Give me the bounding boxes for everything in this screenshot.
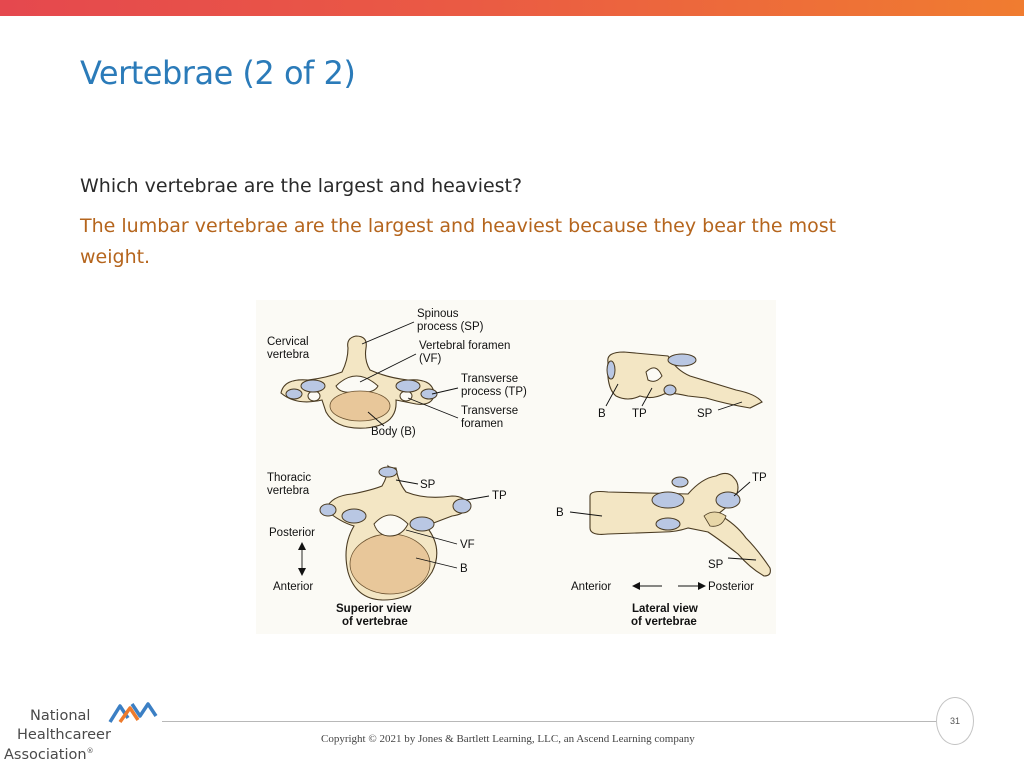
tp-label-line2: process (TP) bbox=[461, 386, 527, 398]
thoracic-label-line1: Thoracic bbox=[267, 472, 312, 484]
lateral2-posterior-label: Posterior bbox=[708, 581, 755, 593]
vf-label-line1: Vertebral foramen bbox=[419, 340, 511, 352]
lateral-b-label: B bbox=[598, 408, 606, 420]
page-number-text: 31 bbox=[949, 716, 960, 726]
logo-line1: National bbox=[30, 708, 91, 724]
posterior-label: Posterior bbox=[269, 527, 316, 539]
lateral2-tp-label: TP bbox=[752, 472, 767, 484]
vertebrae-figure bbox=[256, 300, 776, 634]
lateral2-b-label: B bbox=[556, 507, 564, 519]
copyright-text: Copyright © 2021 by Jones & Bartlett Learning, LLC, an Ascend Learning company bbox=[321, 733, 695, 745]
logo-line3: Association bbox=[4, 747, 87, 763]
thoracic-tp-label: TP bbox=[492, 490, 507, 502]
logo-line2: Healthcareer bbox=[17, 727, 111, 743]
thoracic-label-line2: vertebra bbox=[267, 485, 310, 497]
caption-lateral-line1: Lateral view bbox=[632, 603, 698, 615]
cervical-label-line1: Cervical bbox=[267, 336, 309, 348]
lateral-tp-label: TP bbox=[632, 408, 647, 420]
caption-lateral-line2: of vertebrae bbox=[631, 616, 697, 628]
lateral-sp-label: SP bbox=[697, 408, 713, 420]
logo-registered: ® bbox=[86, 747, 94, 755]
answer-text: The lumbar vertebrae are the largest and heaviest because they bear the most weight. bbox=[80, 215, 837, 268]
anterior-label: Anterior bbox=[273, 581, 314, 593]
thoracic-vf-label: VF bbox=[460, 539, 475, 551]
tf-label-line2: foramen bbox=[461, 418, 504, 430]
top-accent-bar bbox=[0, 0, 1024, 16]
sp-label-line1: Spinous bbox=[417, 308, 459, 320]
slide-title: Vertebrae (2 of 2) bbox=[80, 54, 356, 92]
caption-superior-line1: Superior view bbox=[336, 603, 412, 615]
lateral2-sp-label: SP bbox=[708, 559, 724, 571]
tp-label-line1: Transverse bbox=[461, 373, 519, 385]
body-label: Body (B) bbox=[371, 426, 416, 438]
thoracic-sp-label: SP bbox=[420, 479, 436, 491]
sp-label-line2: process (SP) bbox=[417, 321, 484, 333]
tf-label-line1: Transverse bbox=[461, 405, 519, 417]
vf-label-line2: (VF) bbox=[419, 353, 442, 365]
cervical-label-line2: vertebra bbox=[267, 349, 310, 361]
footer-divider bbox=[162, 721, 937, 722]
lateral2-anterior-label: Anterior bbox=[571, 581, 612, 593]
thoracic-b-label: B bbox=[460, 563, 468, 575]
caption-superior-line2: of vertebrae bbox=[342, 616, 408, 628]
page-number bbox=[936, 697, 974, 745]
nha-chevron-mark-icon bbox=[108, 700, 160, 724]
question-text: Which vertebrae are the largest and heaviest? bbox=[80, 175, 523, 197]
